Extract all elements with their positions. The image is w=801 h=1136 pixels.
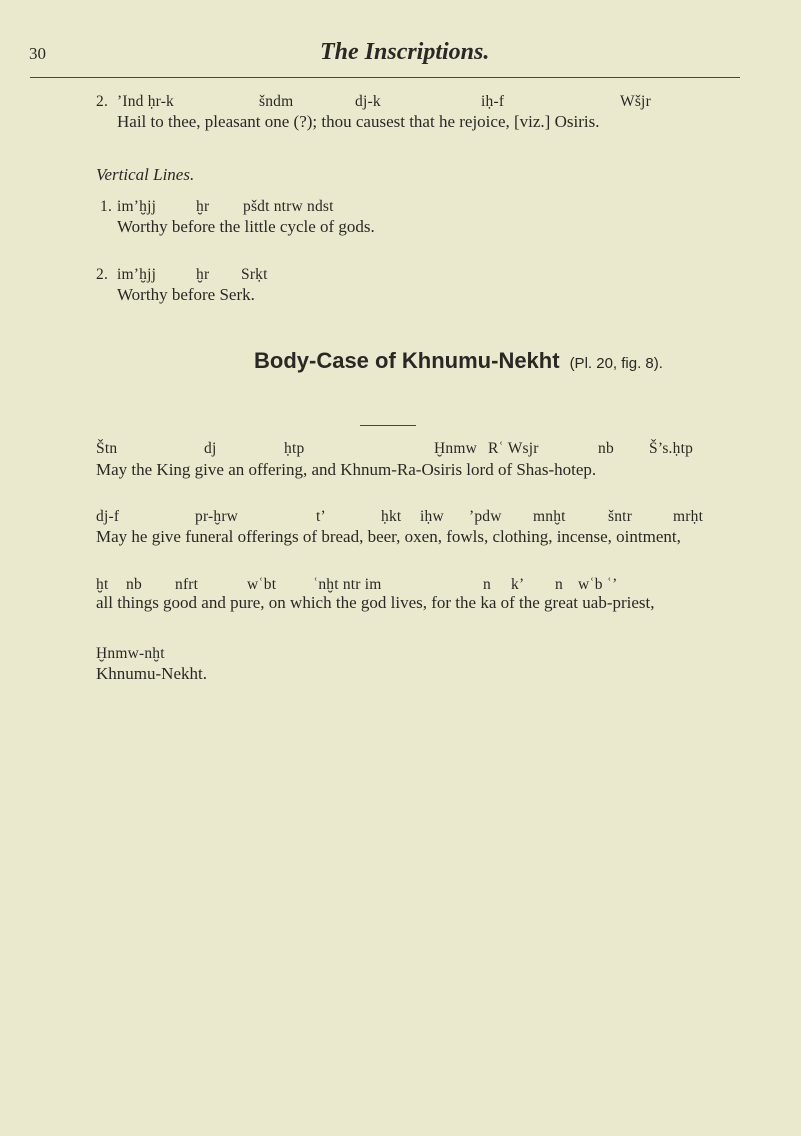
- translit-word: dj: [204, 440, 217, 457]
- translit-word: šntr: [608, 508, 633, 525]
- heading-text: Body-Case of Khnumu-Nekht: [254, 348, 560, 373]
- translit-word: pšdt ntrw ndst: [243, 198, 334, 215]
- translit-word: pr-ḫrw: [195, 508, 239, 525]
- translit-word: wʿb ʿ’: [578, 576, 618, 593]
- translit-word: k’: [511, 576, 525, 593]
- translit-word: nfrt: [175, 576, 199, 593]
- translation-line: May the King give an offering, and Khnum-Ra-Osiris lord of Shas-hotep.: [96, 460, 597, 479]
- translation-line: Worthy before Serk.: [117, 285, 255, 304]
- translit-word: ḥkt: [381, 508, 402, 525]
- translit-word: Ḫnmw-nḫt: [96, 645, 165, 662]
- translit-word: wʿbt: [247, 576, 277, 593]
- translit-word: Ḫnmw: [434, 440, 477, 457]
- translit-word: im’ḫjj: [117, 266, 157, 283]
- translit-word: ḫr: [196, 198, 210, 215]
- plate-reference: (Pl. 20, fig. 8).: [569, 355, 663, 372]
- translit-word: Štn: [96, 440, 118, 457]
- translit-word: n: [483, 576, 491, 593]
- translation-line: Hail to thee, pleasant one (?); thou causest that he rejoice, [viz.] Osiris.: [117, 112, 600, 131]
- translit-word: Srḳt: [241, 266, 268, 283]
- translit-word: iḥ-f: [481, 93, 505, 110]
- translation-line: May he give funeral offerings of bread, beer, oxen, fowls, clothing, incense, ointment,: [96, 527, 681, 546]
- translit-word: Rʿ Wsjr: [488, 440, 539, 457]
- translit-word: ’pdw: [469, 508, 502, 525]
- translit-word: dj-k: [355, 93, 381, 110]
- translit-word: ʿnḫt ntr im: [313, 576, 382, 593]
- translit-word: nb: [126, 576, 142, 593]
- translit-word: mnḫt: [533, 508, 566, 525]
- translit-word: nb: [598, 440, 614, 457]
- translit-word: Š’s.ḥtp: [649, 440, 694, 457]
- section-heading-vertical-lines: Vertical Lines.: [96, 165, 195, 184]
- translit-word: im’ḫjj: [117, 198, 157, 215]
- translation-line: Khnumu-Nekht.: [96, 664, 207, 683]
- item-number: 2.: [96, 93, 109, 110]
- translit-word: ḫt: [96, 576, 109, 593]
- running-title: The Inscriptions.: [320, 39, 490, 65]
- translit-word: mrḥt: [673, 508, 704, 525]
- translation-line: all things good and pure, on which the god lives, for the ka of the great uab-priest,: [96, 593, 655, 612]
- translit-word: dj-f: [96, 508, 120, 525]
- translit-word: n: [555, 576, 563, 593]
- section-divider: [360, 425, 416, 426]
- section-heading-body-case: [254, 348, 663, 374]
- translation-line: Worthy before the little cycle of gods.: [117, 217, 375, 236]
- translit-word: Wšjr: [620, 93, 651, 110]
- translit-word: iḥw: [420, 508, 444, 525]
- translit-word: ’Ind ḥr-k: [117, 93, 175, 110]
- translit-word: t’: [316, 508, 326, 525]
- item-number: 2.: [96, 266, 109, 283]
- page-number: 30: [29, 44, 46, 63]
- translit-word: ḥtp: [284, 440, 305, 457]
- translit-word: šndm: [259, 93, 294, 110]
- header-rule: [30, 77, 740, 78]
- item-number: 1.: [100, 198, 113, 215]
- translit-word: ḫr: [196, 266, 210, 283]
